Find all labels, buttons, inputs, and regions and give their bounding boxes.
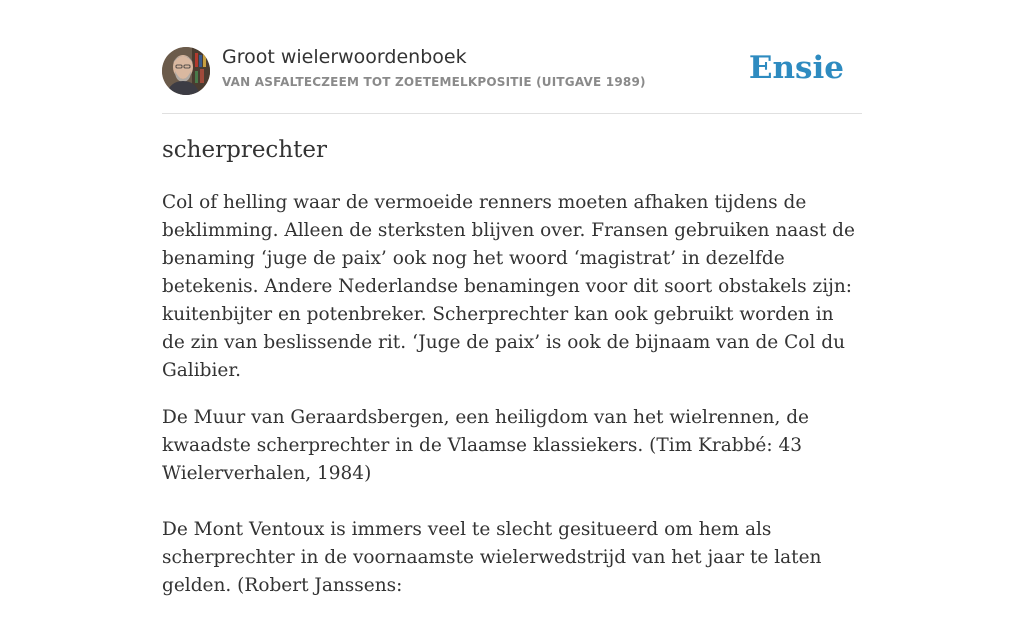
entry-term: scherprechter xyxy=(162,137,327,163)
author-portrait-icon xyxy=(162,47,210,95)
brand-logo-link[interactable]: Ensie xyxy=(748,50,844,86)
header xyxy=(162,0,862,114)
entry-definition: Col of helling waar de vermoeide renners moeten afhaken tijdens de beklimming. Alleen de sterksten blijven over. Fransen gebruiken naast de benaming ‘juge de paix’ ook nog het woord ‘magistrat’ in dezelfde betekenis. Andere Nederlandse benamingen voor dit soort obstakels zijn: kuitenbijter en potenbreker. Scherprechter kan ook gebruikt worden in de zin van beslissende rit. ‘Juge de paix’ is ook de bijnaam van de Col du Galibier. xyxy=(162,192,855,381)
entry-quote: De Mont Ventoux is immers veel te slecht gesitueerd om hem als scherprechter in de voornaamste wielerwedstrijd van het jaar te laten gelden. (Robert Janssens: xyxy=(162,519,822,596)
entry-body xyxy=(162,189,862,628)
entry-quote: De Muur van Geraardsbergen, een heiligdom van het wielrennen, de kwaadste scherprechter in de Vlaamse klassiekers. (Tim Krabbé: 43 Wielerverhalen, 1984) xyxy=(162,407,810,484)
avatar[interactable] xyxy=(162,47,210,95)
book-title[interactable]: Groot wielerwoordenboek xyxy=(222,46,467,68)
page-container xyxy=(162,0,862,596)
book-subtitle: VAN ASFALTECZEEM TOT ZOETEMELKPOSITIE (UITGAVE 1989) xyxy=(222,75,646,89)
